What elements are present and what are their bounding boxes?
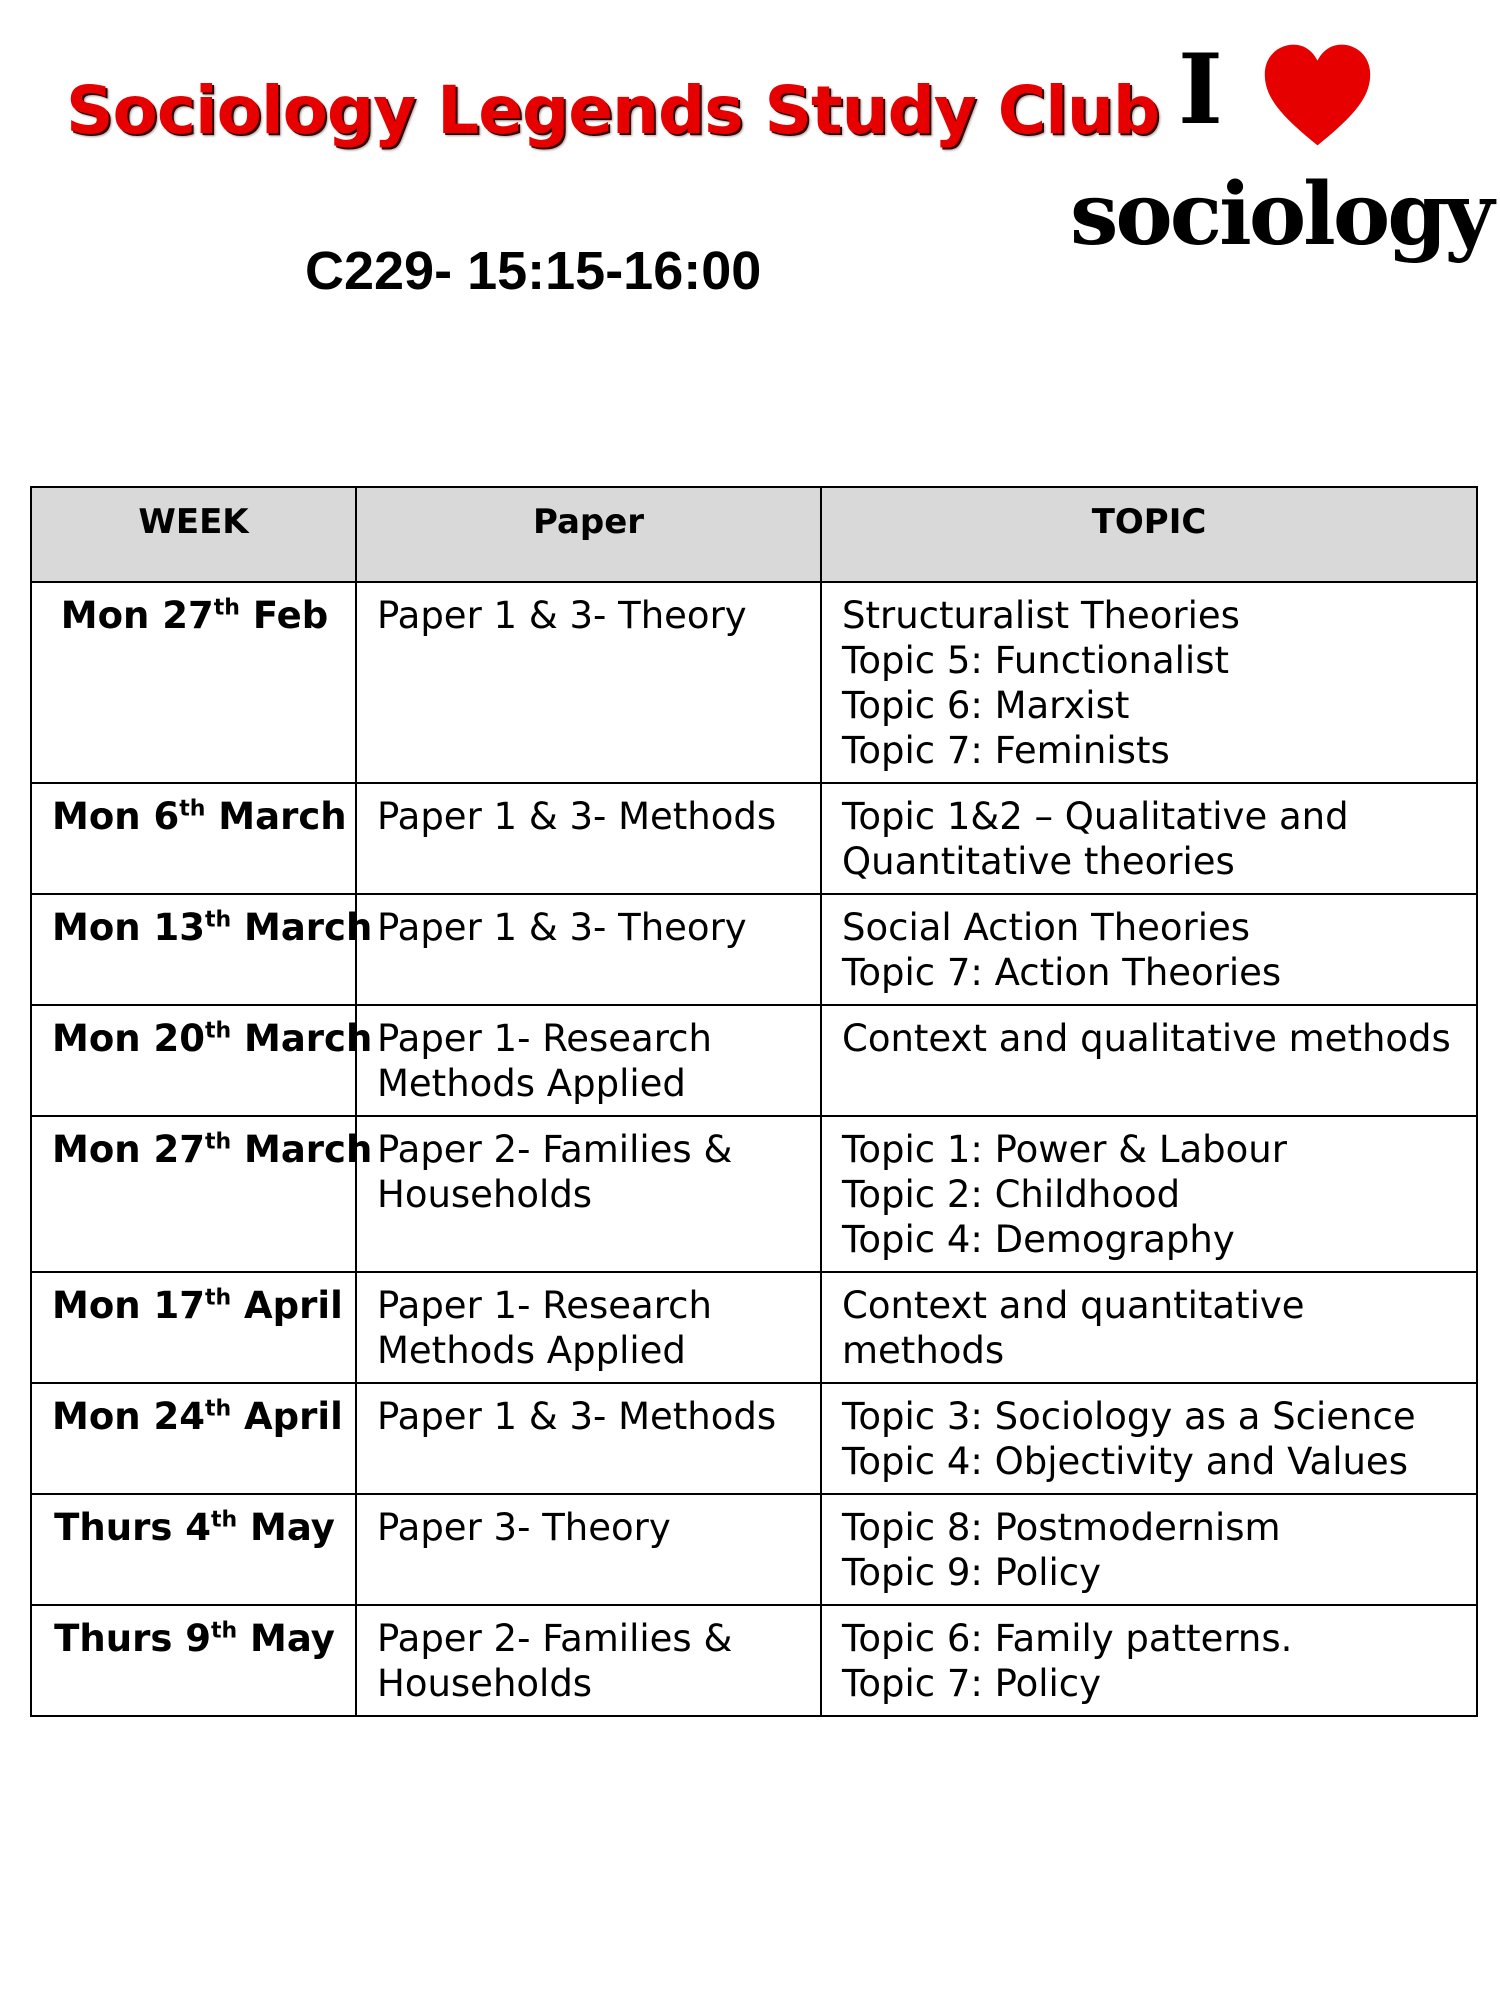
table-row bbox=[31, 582, 1477, 783]
week-cell: Thurs 4th May bbox=[31, 1494, 356, 1605]
room-time-subtitle: C229- 15:15-16:00 bbox=[305, 241, 762, 301]
paper-cell: Paper 1 & 3- Methods bbox=[356, 783, 821, 894]
table-row bbox=[31, 1605, 1477, 1716]
paper-cell: Paper 1- Research Methods Applied bbox=[356, 1005, 821, 1116]
week-cell: Mon 20th March bbox=[31, 1005, 356, 1116]
paper-cell: Paper 1 & 3- Theory bbox=[356, 582, 821, 783]
column-header-week: WEEK bbox=[31, 487, 356, 582]
week-cell: Mon 13th March bbox=[31, 894, 356, 1005]
table-header-row bbox=[31, 487, 1477, 582]
week-cell: Mon 17th April bbox=[31, 1272, 356, 1383]
topic-cell: Social Action Theories Topic 7: Action Theories bbox=[821, 894, 1477, 1005]
paper-cell: Paper 1- Research Methods Applied bbox=[356, 1272, 821, 1383]
week-cell: Mon 24th April bbox=[31, 1383, 356, 1494]
topic-cell: Context and qualitative methods bbox=[821, 1005, 1477, 1116]
column-header-paper: Paper bbox=[356, 487, 821, 582]
topic-cell: Topic 6: Family patterns. Topic 7: Policy bbox=[821, 1605, 1477, 1716]
i-love-sociology-logo bbox=[1070, 33, 1492, 280]
week-cell: Mon 27th March bbox=[31, 1116, 356, 1272]
table-row bbox=[31, 894, 1477, 1005]
table-row bbox=[31, 1383, 1477, 1494]
schedule-table bbox=[30, 486, 1478, 1717]
paper-cell: Paper 1 & 3- Methods bbox=[356, 1383, 821, 1494]
page-title: Sociology Legends Study Club bbox=[66, 72, 1160, 149]
week-cell: Mon 6th March bbox=[31, 783, 356, 894]
topic-cell: Structuralist Theories Topic 5: Functionalist Topic 6: Marxist Topic 7: Feminists bbox=[821, 582, 1477, 783]
table-row bbox=[31, 1005, 1477, 1116]
topic-cell: Topic 1&2 – Qualitative and Quantitative theories bbox=[821, 783, 1477, 894]
logo-i-text: I bbox=[1178, 33, 1223, 146]
table-row bbox=[31, 783, 1477, 894]
topic-cell: Topic 8: Postmodernism Topic 9: Policy bbox=[821, 1494, 1477, 1605]
week-cell: Mon 27th Feb bbox=[31, 582, 356, 783]
table-row bbox=[31, 1494, 1477, 1605]
topic-cell: Topic 1: Power & Labour Topic 2: Childhood Topic 4: Demography bbox=[821, 1116, 1477, 1272]
paper-cell: Paper 3- Theory bbox=[356, 1494, 821, 1605]
paper-cell: Paper 2- Families & Households bbox=[356, 1605, 821, 1716]
week-cell: Thurs 9th May bbox=[31, 1605, 356, 1716]
paper-cell: Paper 1 & 3- Theory bbox=[356, 894, 821, 1005]
logo-word: sociology bbox=[1070, 164, 1492, 265]
table-row bbox=[31, 1116, 1477, 1272]
paper-cell: Paper 2- Families & Households bbox=[356, 1116, 821, 1272]
heart-icon bbox=[1260, 40, 1375, 150]
column-header-topic: TOPIC bbox=[821, 487, 1477, 582]
topic-cell: Context and quantitative methods bbox=[821, 1272, 1477, 1383]
table-row bbox=[31, 1272, 1477, 1383]
topic-cell: Topic 3: Sociology as a Science Topic 4: Objectivity and Values bbox=[821, 1383, 1477, 1494]
